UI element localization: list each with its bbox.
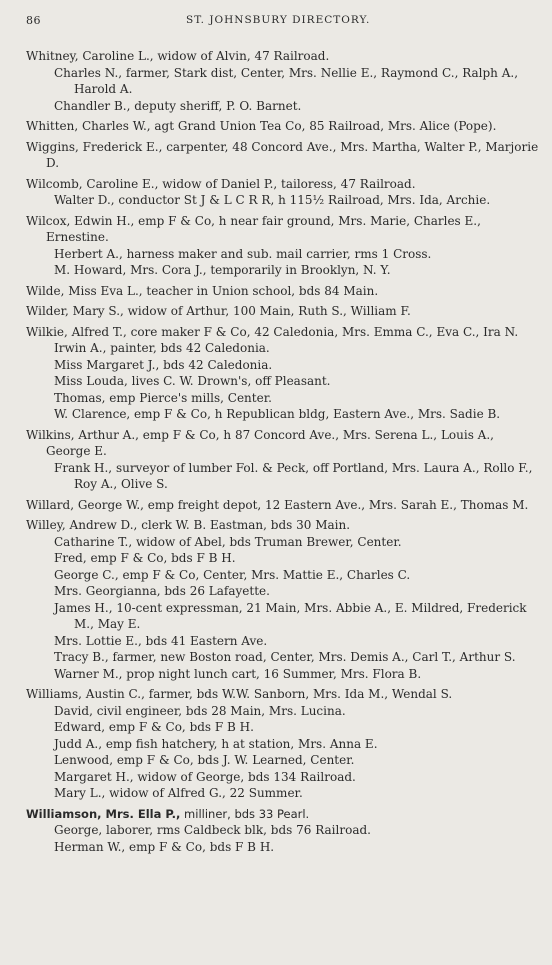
entry-text: George, laborer, rms Caldbeck blk, bds 76 Railroad.: [54, 823, 371, 837]
directory-sub-entry: [54, 752, 540, 769]
directory-sub-entry: [54, 822, 540, 839]
directory-entry: [26, 324, 540, 341]
directory-entry: [26, 48, 540, 65]
entry-text: Wilcox, Edwin H., emp F & Co, h near fair ground, Mrs. Marie, Charles E., Ernestine.: [26, 213, 481, 244]
entry-text: Mary L., widow of Alfred G., 22 Summer.: [54, 786, 303, 800]
directory-entry: [26, 283, 540, 300]
entry-text: Frank H., surveyor of lumber Fol. & Peck, off Portland, Mrs. Laura A., Rollo F., Roy A., Olive S.: [54, 460, 533, 491]
page-header: [26, 14, 532, 30]
entry-bold-name: Williamson, Mrs. Ella P.,: [26, 806, 181, 821]
entry-text: milliner, bds 33 Pearl.: [180, 806, 310, 821]
entry-text: Irwin A., painter, bds 42 Caledonia.: [54, 341, 270, 355]
entry-text: Mrs. Lottie E., bds 41 Eastern Ave.: [54, 633, 268, 648]
directory-sub-entry: [54, 600, 540, 633]
entry-text: M. Howard, Mrs. Cora J., temporarily in Brooklyn, N. Y.: [54, 263, 391, 277]
directory-sub-entry: [54, 703, 540, 720]
directory-sub-entry: [54, 357, 540, 374]
entry-text: Whitney, Caroline L., widow of Alvin, 47 Railroad.: [26, 49, 330, 63]
directory-entry: [26, 497, 540, 514]
page-number: 86: [26, 14, 41, 27]
entry-text: Charles N., farmer, Stark dist, Center, Mrs. Nellie E., Raymond C., Ralph A., Harold A.: [54, 65, 519, 96]
directory-entry: [26, 303, 540, 320]
entry-text: Mrs. Georgianna, bds 26 Lafayette.: [54, 584, 270, 598]
directory-entry: [26, 118, 540, 135]
directory-sub-entry: [54, 192, 540, 209]
directory-sub-entry: [54, 65, 540, 98]
directory-entry: [26, 686, 540, 703]
entry-text: Edward, emp F & Co, bds F B H.: [54, 720, 254, 734]
directory-sub-entry: [54, 583, 540, 600]
directory-entry: [26, 139, 540, 172]
entry-text: Thomas, emp Pierce's mills, Center.: [54, 390, 272, 405]
entry-text: Williams, Austin C., farmer, bds W.W. Sanborn, Mrs. Ida M., Wendal S.: [26, 687, 453, 701]
directory-sub-entry: [54, 550, 540, 567]
entry-text: Herbert A., harness maker and sub. mail carrier, rms 1 Cross.: [54, 246, 432, 261]
entry-text: Chandler B., deputy sheriff, P. O. Barnet.: [54, 98, 302, 113]
directory-sub-entry: [54, 719, 540, 736]
directory-sub-entry: [54, 373, 540, 390]
entry-text: Warner M., prop night lunch cart, 16 Summer, Mrs. Flora B.: [54, 666, 422, 681]
directory-sub-entry: [54, 390, 540, 407]
directory-sub-entry: [54, 633, 540, 650]
running-title: ST. JOHNSBURY DIRECTORY.: [186, 14, 371, 26]
entry-text: Wiggins, Frederick E., carpenter, 48 Concord Ave., Mrs. Martha, Walter P., Marjorie D.: [26, 139, 539, 170]
entry-text: Wilkins, Arthur A., emp F & Co, h 87 Concord Ave., Mrs. Serena L., Louis A., George E.: [26, 427, 494, 458]
entry-text: Tracy B., farmer, new Boston road, Center, Mrs. Demis A., Carl T., Arthur S.: [54, 650, 516, 664]
directory-entry: [26, 427, 540, 460]
directory-sub-entry: [54, 666, 540, 683]
entry-text: George C., emp F & Co, Center, Mrs. Mattie E., Charles C.: [54, 567, 411, 582]
directory-entry: [26, 176, 540, 193]
entry-text: Margaret H., widow of George, bds 134 Railroad.: [54, 769, 356, 784]
entry-text: W. Clarence, emp F & Co, h Republican bldg, Eastern Ave., Mrs. Sadie B.: [54, 407, 501, 421]
directory-sub-entry: [54, 649, 540, 666]
directory-entry: [26, 806, 540, 823]
directory-sub-entry: [54, 460, 540, 493]
entry-text: Herman W., emp F & Co, bds F B H.: [54, 839, 275, 854]
entry-text: David, civil engineer, bds 28 Main, Mrs. Lucina.: [54, 703, 346, 718]
directory-sub-entry: [54, 769, 540, 786]
directory-entry: [26, 213, 540, 246]
entry-text: Miss Margaret J., bds 42 Caledonia.: [54, 357, 273, 372]
directory-sub-entry: [54, 785, 540, 802]
directory-sub-entry: [54, 246, 540, 263]
entry-text: Wilde, Miss Eva L., teacher in Union school, bds 84 Main.: [26, 283, 379, 298]
entry-text: James H., 10-cent expressman, 21 Main, Mrs. Abbie A., E. Mildred, Frederick M., May E.: [54, 600, 527, 631]
directory-sub-entry: [54, 406, 540, 423]
directory-sub-entry: [54, 736, 540, 753]
directory-sub-entry: [54, 839, 540, 856]
directory-sub-entry: [54, 262, 540, 279]
directory-entries: [26, 48, 540, 855]
entry-text: Lenwood, emp F & Co, bds J. W. Learned, Center.: [54, 753, 355, 767]
directory-sub-entry: [54, 98, 540, 115]
entry-text: Catharine T., widow of Abel, bds Truman Brewer, Center.: [54, 534, 402, 549]
directory-sub-entry: [54, 567, 540, 584]
entry-text: Miss Louda, lives C. W. Drown's, off Pleasant.: [54, 374, 331, 388]
entry-text: Walter D., conductor St J & L C R R, h 115½ Railroad, Mrs. Ida, Archie.: [54, 193, 491, 207]
entry-text: Willard, George W., emp freight depot, 12 Eastern Ave., Mrs. Sarah E., Thomas M.: [26, 497, 529, 512]
entry-text: Willey, Andrew D., clerk W. B. Eastman, bds 30 Main.: [26, 518, 351, 532]
entry-text: Whitten, Charles W., agt Grand Union Tea Co, 85 Railroad, Mrs. Alice (Pope).: [26, 119, 497, 133]
entry-text: Wilkie, Alfred T., core maker F & Co, 42 Caledonia, Mrs. Emma C., Eva C., Ira N.: [26, 324, 519, 339]
directory-sub-entry: [54, 534, 540, 551]
directory-sub-entry: [54, 340, 540, 357]
directory-entry: [26, 517, 540, 534]
entry-text: Fred, emp F & Co, bds F B H.: [54, 551, 236, 565]
entry-text: Judd A., emp fish hatchery, h at station, Mrs. Anna E.: [54, 736, 378, 751]
entry-text: Wilcomb, Caroline E., widow of Daniel P., tailoress, 47 Railroad.: [26, 176, 416, 191]
entry-text: Wilder, Mary S., widow of Arthur, 100 Main, Ruth S., William F.: [26, 304, 411, 318]
